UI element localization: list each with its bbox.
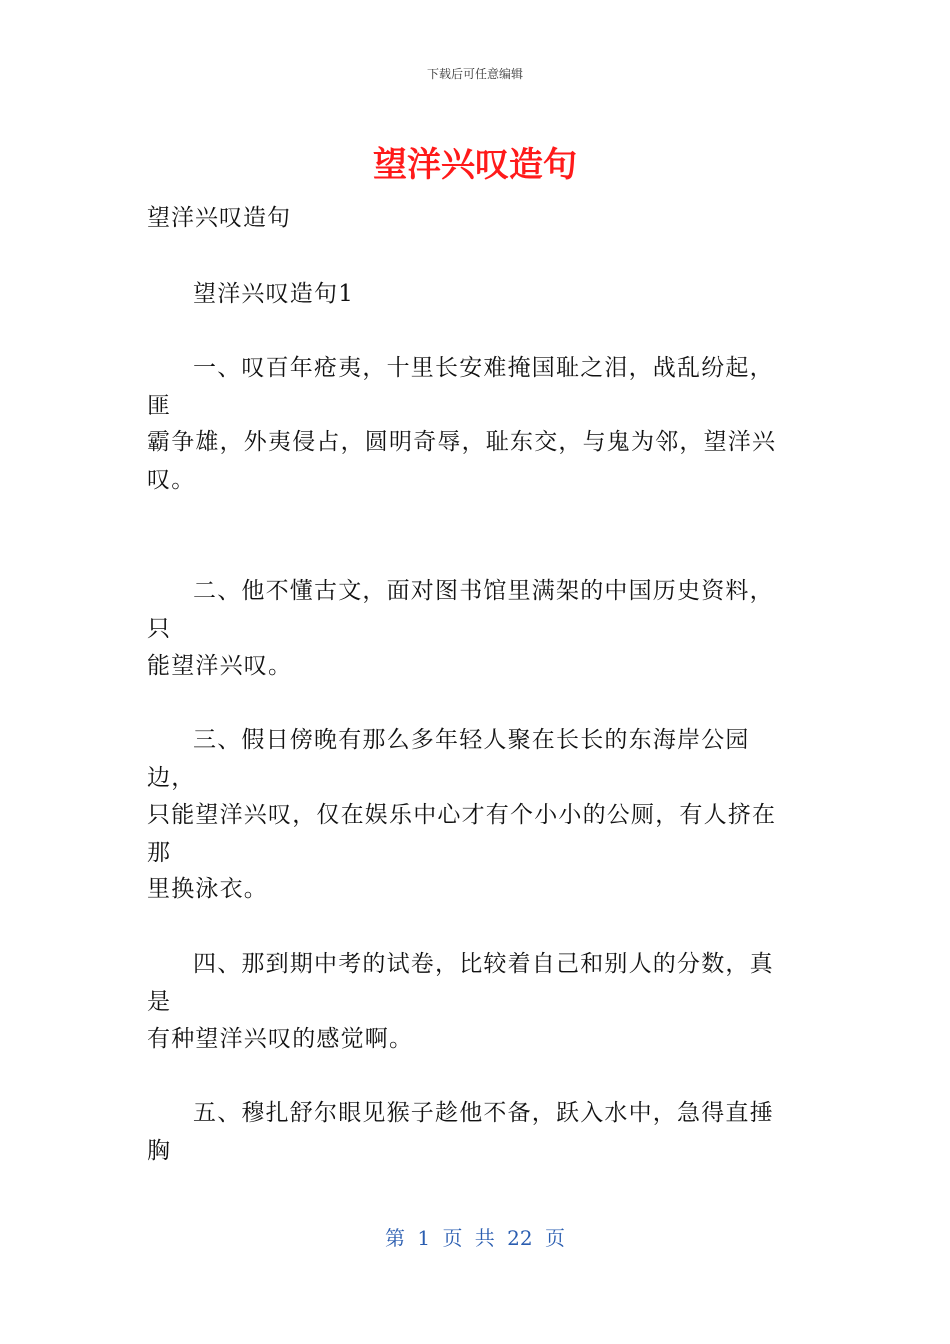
paragraph-3-line-1: 三、假日傍晚有那么多年轻人聚在长长的东海岸公园边， (147, 727, 750, 791)
paragraph-1-line-1: 一、叹百年疮夷，十里长安难掩国耻之泪，战乱纷起，匪 (147, 355, 774, 419)
paragraph-2-line-2: 能望洋兴叹。 (147, 653, 293, 679)
paragraph-3-line-2: 只能望洋兴叹，仅在娱乐中心才有个小小的公厕，有人挤在那 (147, 802, 777, 866)
paragraph-3-line-3: 里换泳衣。 (147, 876, 268, 902)
paragraph-2-line-1: 二、他不懂古文，面对图书馆里满架的中国历史资料，只 (147, 578, 774, 642)
section-heading (147, 276, 797, 314)
paragraph-4-line-1: 四、那到期中考的试卷，比较着自己和别人的分数，真是 (147, 951, 774, 1015)
paragraph-1-line-2: 霸争雄，外夷侵占，圆明奇辱，耻东交，与鬼为邻，望洋兴叹。 (147, 429, 777, 493)
document-title: 望洋兴叹造句 (373, 145, 577, 185)
paragraph-4-line-2: 有种望洋兴叹的感觉啊。 (147, 1026, 414, 1052)
document-subtitle: 望洋兴叹造句 (147, 205, 291, 231)
section-heading-text: 望洋兴叹造句1 (193, 281, 355, 307)
page-header-note: 下载后可任意编辑 (426, 67, 523, 81)
paragraph-5-line-1: 五、穆扎舒尔眼见猴子趁他不备，跃入水中，急得直捶胸 (147, 1100, 774, 1164)
page-number-footer: 第 1 页 共 22 页 (385, 1226, 565, 1250)
